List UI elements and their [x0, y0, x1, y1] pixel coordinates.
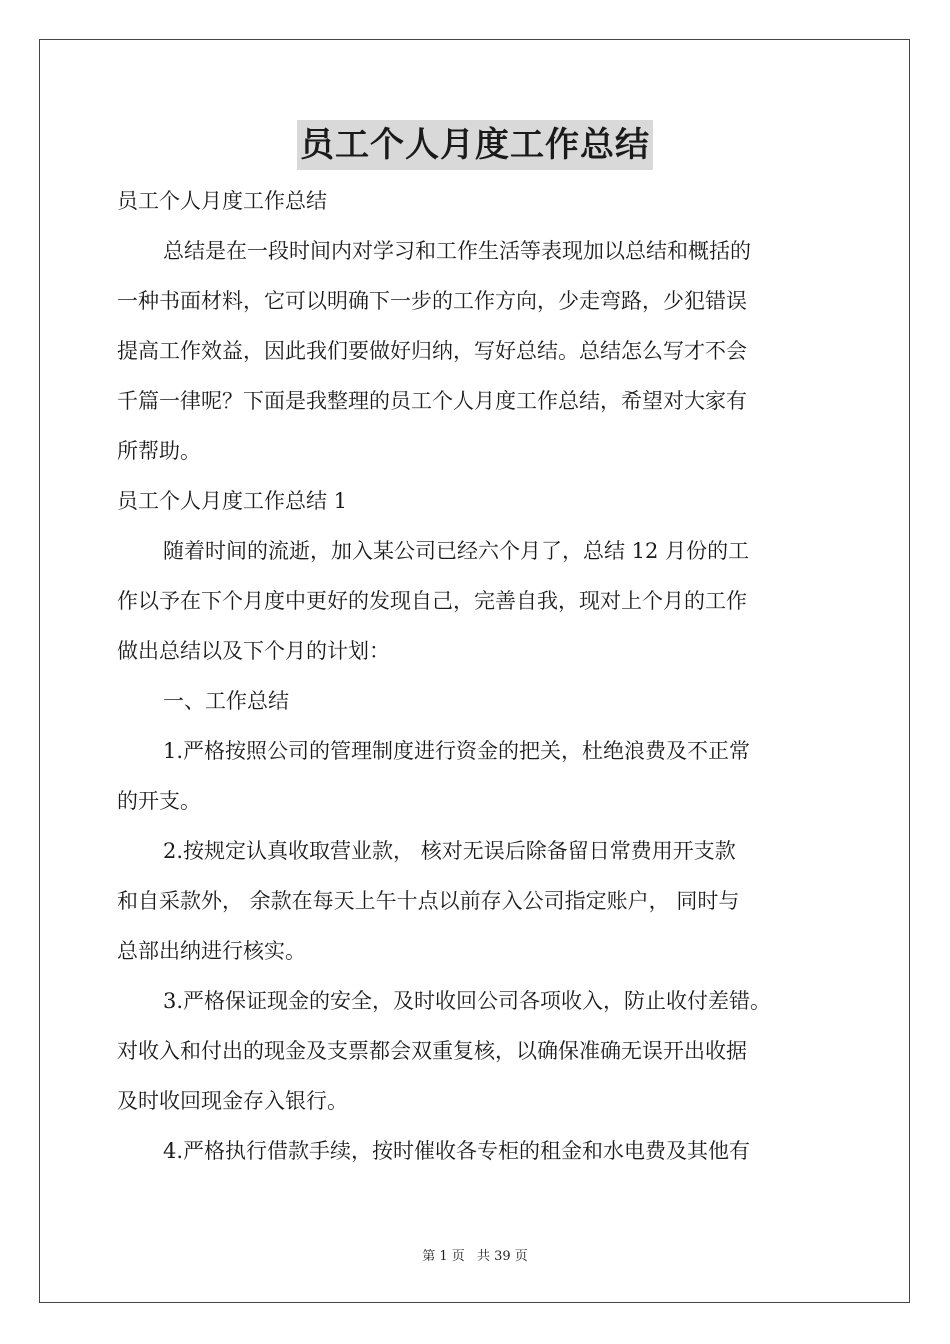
text-line: 总结是在一段时间内对学习和工作生活等表现加以总结和概括的	[163, 239, 751, 263]
text-line: 和自采款外， 余款在每天上午十点以前存入公司指定账户， 同时与	[117, 889, 740, 913]
page-footer	[0, 1245, 950, 1264]
document-title-wrap	[0, 120, 950, 170]
text-line: 千篇一律呢？下面是我整理的员工个人月度工作总结，希望对大家有	[117, 389, 747, 413]
text-line: 作以予在下个月度中更好的发现自己，完善自我，现对上个月的工作	[117, 589, 747, 613]
page-number: 第 1 页	[422, 1249, 465, 1264]
text-line: 及时收回现金存入银行。	[117, 1089, 348, 1113]
text-line: 3.严格保证现金的安全，及时收回公司各项收入，防止收付差错。	[163, 989, 772, 1013]
text-line: 总部出纳进行核实。	[117, 939, 306, 963]
text-line: 员工个人月度工作总结	[117, 189, 327, 213]
text-line: 所帮助。	[117, 439, 201, 463]
text-line: 2.按规定认真收取营业款， 核对无误后除备留日常费用开支款	[163, 839, 736, 863]
text-line: 的开支。	[117, 789, 201, 813]
text-line: 一种书面材料，它可以明确下一步的工作方向，少走弯路，少犯错误	[117, 289, 747, 313]
text-line: 随着时间的流逝，加入某公司已经六个月了，总结 12 月份的工	[163, 539, 750, 563]
text-line: 做出总结以及下个月的计划：	[117, 639, 390, 663]
text-line: 4.严格执行借款手续，按时催收各专柜的租金和水电费及其他有	[163, 1139, 751, 1163]
text-line: 一、工作总结	[163, 689, 289, 713]
page-total: 共 39 页	[476, 1249, 528, 1264]
text-line: 员工个人月度工作总结 1	[117, 489, 348, 513]
text-line: 提高工作效益，因此我们要做好归纳，写好总结。总结怎么写才不会	[117, 339, 747, 363]
text-line: 1.严格按照公司的管理制度进行资金的把关，杜绝浪费及不正常	[163, 739, 751, 763]
text-line: 对收入和付出的现金及支票都会双重复核，以确保准确无误开出收据	[117, 1039, 747, 1063]
document-body	[117, 176, 837, 1176]
document-title: 员工个人月度工作总结	[297, 120, 653, 170]
